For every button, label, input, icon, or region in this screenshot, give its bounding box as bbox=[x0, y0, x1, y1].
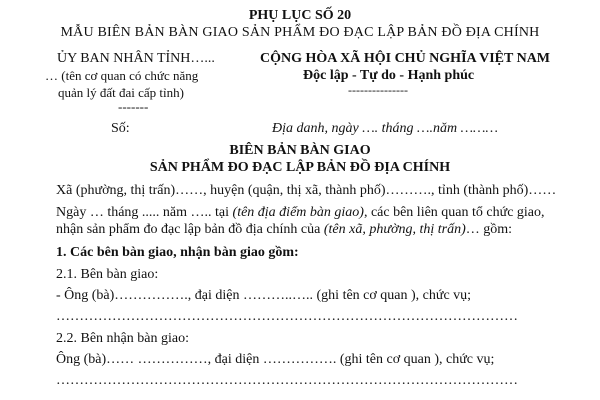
section-1-heading: 1. Các bên bàn giao, nhận bàn giao gồm: bbox=[56, 245, 299, 260]
agency-description-line-2: quản lý đất đai cấp tỉnh) bbox=[58, 85, 184, 100]
date-line-1-tail: , các bên liên quan tổ chức giao, bbox=[363, 205, 545, 220]
handover-party-dotted-line: ……………………………………………………………………………………… bbox=[56, 309, 518, 324]
appendix-title: PHỤ LỤC SỐ 20 bbox=[248, 8, 352, 23]
receiving-party-dotted-line: ……………………………………………………………………………………… bbox=[56, 373, 518, 388]
agency-separator: ------- bbox=[118, 99, 149, 114]
document-number-label: Số: bbox=[111, 121, 130, 136]
date-text: Ngày … tháng ..... năm ….. tại bbox=[56, 205, 233, 220]
receiving-party-heading: 2.2. Bên nhận bàn giao: bbox=[56, 331, 189, 346]
national-motto: Độc lập - Tự do - Hạnh phúc bbox=[303, 68, 475, 83]
date-line-2-tail: … gồm: bbox=[465, 222, 513, 237]
date-location-line-1 bbox=[56, 205, 545, 221]
commune-name-placeholder: (tên xã, phường, thị trấn) bbox=[323, 222, 466, 237]
agency-name: ỦY BAN NHÂN TỈNH…... bbox=[57, 51, 215, 66]
place-and-date: Địa danh, ngày …. tháng ….năm ……… bbox=[272, 121, 498, 136]
handover-location-placeholder: (tên địa điểm bàn giao) bbox=[232, 205, 364, 220]
agency-description-line-1: … (tên cơ quan có chức năng bbox=[45, 68, 199, 83]
receiving-party-representative: Ông (bà)…… ……………, đại diện ……………. (ghi tên cơ quan ), chức vụ; bbox=[56, 352, 495, 367]
date-location-line-2 bbox=[56, 222, 512, 238]
record-title-line-1: BIÊN BẢN BÀN GIAO bbox=[229, 143, 371, 158]
handover-party-heading: 2.1. Bên bàn giao: bbox=[56, 267, 159, 282]
record-title-line-2: SẢN PHẨM ĐO ĐẠC LẬP BẢN ĐỒ ĐỊA CHÍNH bbox=[149, 160, 451, 175]
commune-line: Xã (phường, thị trấn)……, huyện (quận, thị xã, thành phố)………., tỉnh (thành phố)…… bbox=[56, 183, 557, 198]
date-line-2-head: nhận sản phẩm đo đạc lập bản đồ địa chính của bbox=[56, 222, 324, 237]
handover-party-representative: - Ông (bà)……………., đại diện ………..….. (ghi tên cơ quan ), chức vụ; bbox=[56, 288, 472, 303]
form-title: MẪU BIÊN BẢN BÀN GIAO SẢN PHẨM ĐO ĐẠC LẬP BẢN ĐỒ ĐỊA CHÍNH bbox=[60, 25, 540, 40]
motto-separator: --------------- bbox=[348, 83, 408, 97]
country-name: CỘNG HÒA XÃ HỘI CHỦ NGHĨA VIỆT NAM bbox=[260, 51, 551, 66]
